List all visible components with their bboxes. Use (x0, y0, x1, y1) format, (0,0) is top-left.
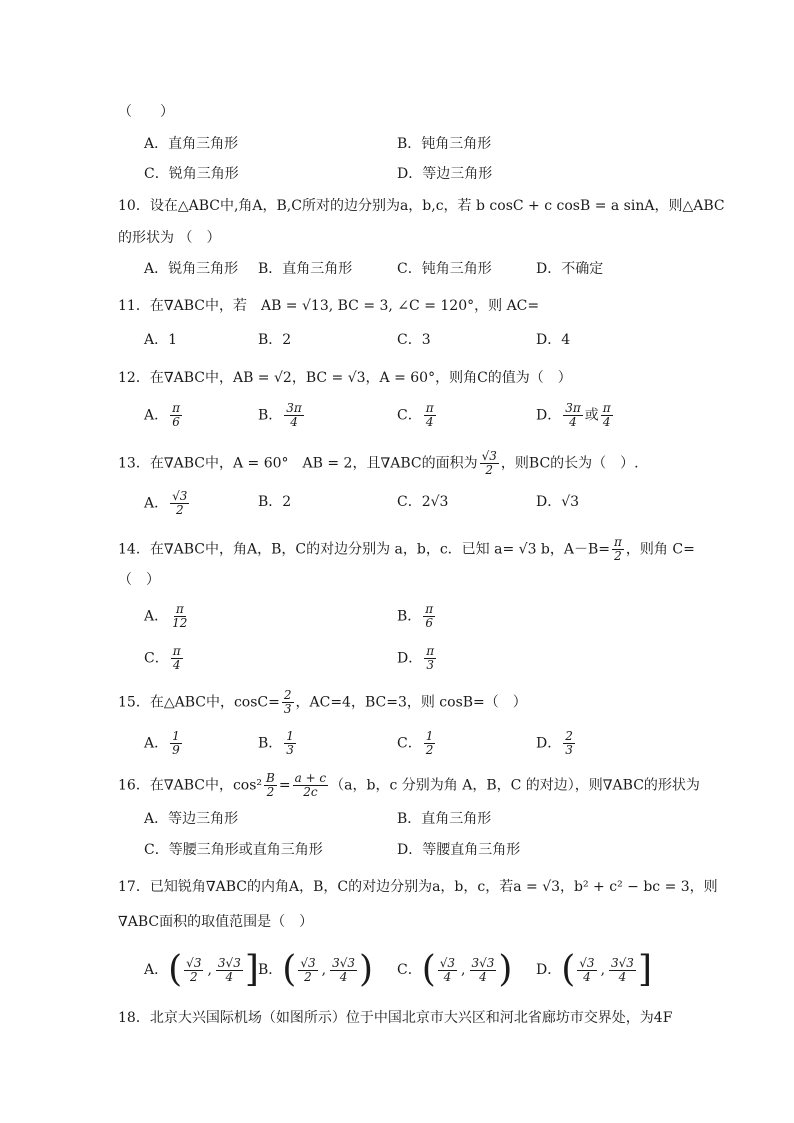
q12-option-d: D． $\frac{3\pi}{4}$ 或 $\frac{\pi}{4}$ (536, 401, 611, 429)
q13-stem: 13．在∇ABC中，A = 60° AB = 2，且∇ABC的面积为 $\frac{√3}{2}$ ，则BC的长为（ ）. (118, 449, 639, 477)
q13-option-a: A． $\frac{√3}{2}$ (144, 489, 188, 517)
q10-stem-cont: 的形状为 （ ） (118, 230, 221, 246)
q10-option-d: D．不确定 (536, 261, 604, 277)
q10-option-a: A．锐角三角形 (144, 261, 239, 277)
q12-stem: 12．在∇ABC中，AB = √2，BC = √3，A = 60°，则角C的值为（ ） (118, 370, 572, 386)
q10-stem: 10．设在△ABC中,角A，B,C所对的边分别为a，b,c，若 b cosC + c cosB = a sinA，则△ABC (118, 198, 725, 214)
q11-stem: 11．在∇ABC中，若 AB = √13, BC = 3, ∠C = 120°，则 AC= (118, 298, 540, 314)
q17-option-d: D． ( $\frac{√3}{4}$ , $\frac{3√3}{4}$ ] (536, 949, 652, 990)
q14-stem: 14．在∇ABC中，角A，B，C的对边分别为 a，b，c．已知 a= √3 b，A－B= $\frac{\pi}{2}$ ，则角 C= (118, 535, 695, 563)
q14-option-d: D． $\frac{\pi}{3}$ (397, 644, 435, 672)
q9-option-c: C．锐角三角形 (144, 166, 239, 182)
q13-option-b: B．2 (258, 494, 292, 510)
q9-option-a: A．直角三角形 (144, 136, 239, 152)
q17-option-c: C． ( $\frac{√3}{4}$ , $\frac{3√3}{4}$ ) (397, 949, 513, 990)
q11-option-d: D．4 (536, 332, 571, 348)
q14-option-a: A． $\frac{\pi}{12}$ (144, 602, 188, 630)
q11-option-b: B．2 (258, 332, 292, 348)
q15-option-b: B． $\frac{1}{3}$ (258, 729, 294, 757)
q12-option-a: A． $\frac{\pi}{6}$ (144, 401, 181, 429)
q15-option-c: C． $\frac{1}{2}$ (397, 729, 434, 757)
q14-option-b: B． $\frac{\pi}{6}$ (397, 602, 434, 630)
q13-option-c: C．2√3 (397, 494, 449, 510)
q12-option-b: B． $\frac{3\pi}{4}$ (258, 401, 302, 429)
q10-option-b: B．直角三角形 (258, 261, 353, 277)
q14-option-c: C． $\frac{\pi}{4}$ (144, 644, 181, 672)
q17-option-b: B． ( $\frac{√3}{2}$ , $\frac{3√3}{4}$ ) (258, 949, 374, 990)
q9-option-d: D．等边三角形 (397, 166, 493, 182)
q12-option-c: C． $\frac{\pi}{4}$ (397, 401, 434, 429)
q16-stem: 16．在∇ABC中，cos² $\frac{B}{2}$ = $\frac{a + c}{2c}$ （a，b，c 分别为角 A，B，C 的对边），则∇ABC的形状为 (118, 771, 700, 799)
q15-option-a: A． $\frac{1}{9}$ (144, 729, 180, 757)
q9-option-b: B．钝角三角形 (397, 136, 492, 152)
q16-option-d: D．等腰直角三角形 (397, 842, 521, 858)
q15-stem: 15．在△ABC中，cosC= $\frac{2}{3}$ ，AC=4，BC=3，则 cosB=（ ） (118, 688, 527, 716)
q13-option-d: D．√3 (536, 494, 580, 510)
q18-stem: 18．北京大兴国际机场（如图所示）位于中国北京市大兴区和河北省廊坊市交界处，为4F (118, 1010, 673, 1026)
q17-stem-cont: ∇ABC面积的取值范围是（ ） (118, 914, 314, 930)
q15-option-d: D． $\frac{2}{3}$ (536, 729, 573, 757)
q17-stem: 17．已知锐角∇ABC的内角A，B，C的对边分别为a，b，c，若a = √3，b² + c² − bc = 3，则 (118, 879, 718, 895)
q14-stem-cont: （ ） (118, 572, 160, 588)
q16-option-c: C．等腰三角形或直角三角形 (144, 842, 323, 858)
q16-option-a: A．等边三角形 (144, 811, 239, 827)
q10-option-c: C．钝角三角形 (397, 261, 492, 277)
q11-option-c: C．3 (397, 332, 431, 348)
q11-option-a: A．1 (144, 332, 178, 348)
q17-option-a: A． ( $\frac{√3}{2}$ , $\frac{3√3}{4}$ ] (144, 949, 259, 990)
q16-option-b: B．直角三角形 (397, 811, 492, 827)
q9-paren: （ ） (118, 104, 174, 120)
